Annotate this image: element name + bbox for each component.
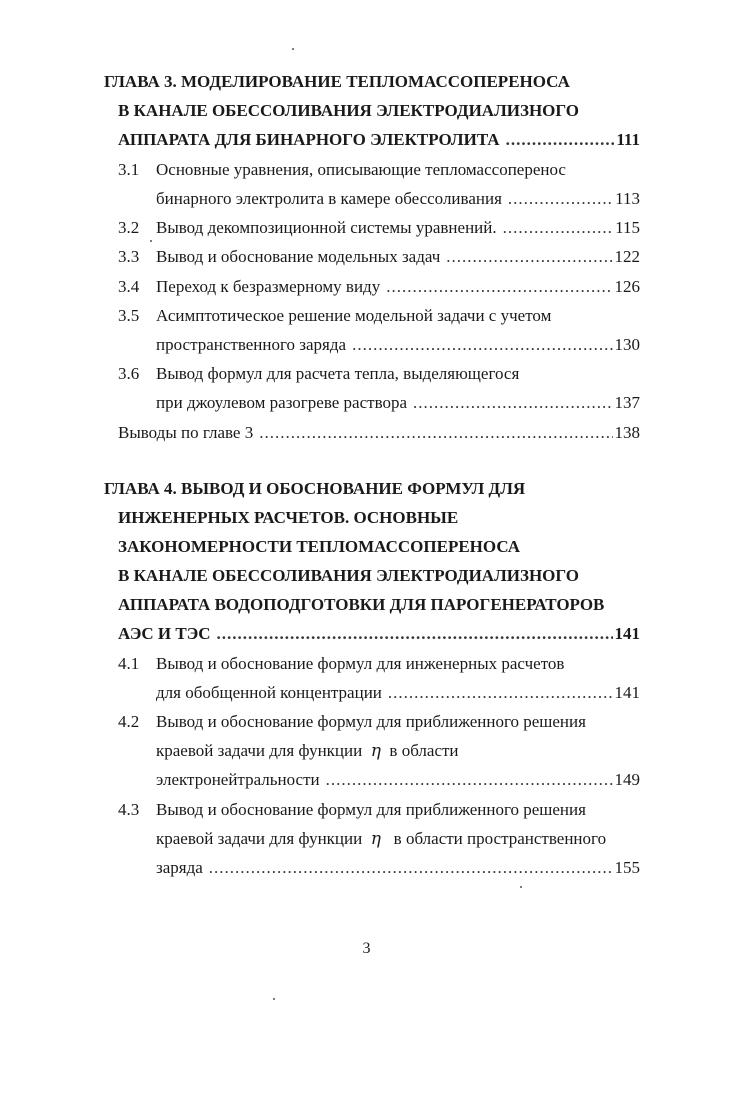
toc-entry-3-4[interactable]: 3.4 Переход к безразмерному виду ..... 126 [118,277,640,297]
page-number: 138 [614,423,640,442]
toc-entry-4-3-cont[interactable]: краевой задачи для функции η в области пространственного [156,829,607,849]
ch4-heading-line1: ГЛАВА 4. ВЫВОД И ОБОСНОВАНИЕ ФОРМУЛ ДЛЯ [104,479,526,498]
eta-symbol: η [370,829,381,849]
toc-entry-3-6[interactable]: 3.6 Вывод формул для расчета тепла, выделяющегося [118,364,520,383]
section-number: 3.2 [118,218,140,237]
toc-entry-3-6-cont[interactable]: при джоулевом разогреве раствора ..... 137 [156,393,640,413]
toc-entry-ch3-conclusions[interactable]: Выводы по главе 3 ..... 138 [118,423,640,443]
ch3-heading-line1: ГЛАВА 3. МОДЕЛИРОВАНИЕ ТЕПЛОМАССОПЕРЕНОСА [104,72,570,91]
section-number: 4.2 [118,712,140,731]
page-number: 122 [614,247,640,266]
ch3-page: 111 [616,130,640,149]
toc-entry-4-2-cont[interactable]: краевой задачи для функции η в области [156,741,459,761]
toc-entry-3-2[interactable]: 3.2 Вывод декомпозиционной системы уравнений. ..... 115 [118,218,640,238]
page-number: 137 [614,393,640,412]
toc-entry-3-5-cont[interactable]: пространственного заряда ..... 130 [156,335,640,355]
toc-entry-4-3-cont2[interactable]: заряда ..... 155 [156,858,640,878]
toc-entry-4-3[interactable]: 4.3 Вывод и обоснование формул для приближенного решения [118,800,586,819]
ch4-heading-line4: В КАНАЛЕ ОБЕССОЛИВАНИЯ ЭЛЕКТРОДИАЛИЗНОГО [118,566,580,585]
ch4-heading-line6[interactable]: АЭС И ТЭС ..... 141 [118,624,640,644]
section-number: 3.4 [118,277,140,296]
section-number: 3.1 [118,160,140,179]
ch3-heading-line3[interactable]: АППАРАТА ДЛЯ БИНАРНОГО ЭЛЕКТРОЛИТА ..... 111 [118,130,640,150]
ch4-page: 141 [614,624,640,643]
page-folio: 3 [362,940,371,957]
scan-speck [150,240,152,242]
page-number: 126 [614,277,640,296]
toc-entry-4-2-cont2[interactable]: электронейтральности ..... 149 [156,770,640,790]
toc-entry-4-2[interactable]: 4.2 Вывод и обоснование формул для приближенного решения [118,712,586,731]
page-number: 141 [614,683,640,702]
toc-entry-4-1[interactable]: 4.1 Вывод и обоснование формул для инженерных расчетов [118,654,565,673]
scan-speck [520,886,522,888]
section-number: 3.5 [118,306,140,325]
section-number: 4.3 [118,800,140,819]
page-number: 115 [615,218,640,237]
scan-speck [273,998,275,1000]
toc-entry-4-1-cont[interactable]: для обобщенной концентрации ..... 141 [156,683,640,703]
page-number: 149 [614,770,640,789]
ch3-heading-line2: В КАНАЛЕ ОБЕССОЛИВАНИЯ ЭЛЕКТРОДИАЛИЗНОГО [118,101,580,120]
page-number: 155 [614,858,640,877]
section-number: 3.6 [118,364,140,383]
ch4-heading-line2: ИНЖЕНЕРНЫХ РАСЧЕТОВ. ОСНОВНЫЕ [118,508,459,527]
ch4-heading-line5: АППАРАТА ВОДОПОДГОТОВКИ ДЛЯ ПАРОГЕНЕРАТОРОВ [118,595,605,614]
ch4-heading-line3: ЗАКОНОМЕРНОСТИ ТЕПЛОМАССОПЕРЕНОСА [118,537,521,556]
page-number: 113 [615,189,640,208]
scan-speck [292,48,294,50]
eta-symbol: η [370,741,381,761]
section-number: 4.1 [118,654,140,673]
page-number: 130 [614,335,640,354]
toc-entry-3-3[interactable]: 3.3 Вывод и обоснование модельных задач ..... 122 [118,247,640,267]
toc-entry-3-1[interactable]: 3.1 Основные уравнения, описывающие тепломассоперенос [118,160,566,179]
section-number: 3.3 [118,247,140,266]
toc-entry-3-5[interactable]: 3.5 Асимптотическое решение модельной задачи с учетом [118,306,552,325]
toc-entry-3-1-cont[interactable]: бинарного электролита в камере обессоливания ..... 113 [156,189,640,209]
